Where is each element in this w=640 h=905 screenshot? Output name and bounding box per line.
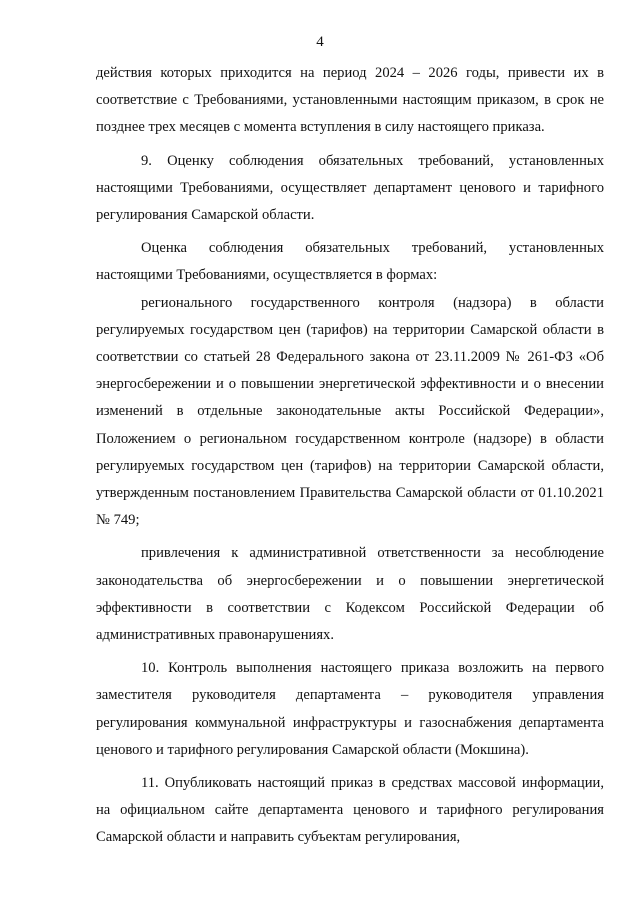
paragraph-item-9: 9. Оценку соблюдения обязательных требований, установленных настоящими Требованиями, осуществляет департамент ценового и тарифного регулирования Самарской области. [96, 152, 604, 224]
paragraph-regional-control: регионального государственного контроля (надзора) в области регулируемых государством цен (тарифов) на территории Самарской области в соответствии со статьей 28 Федерального закона от 23.11.2009 № 261-ФЗ «Об энергосбережении и о повышении энергетической эффективности и о внесении изменений в отдельные законодательные акты Российской Федерации», Положением о региональном государственном контроле (надзоре) в области регулируемых государством цен (тарифов) на территории Самарской области, утвержденным постановлением Правительства Самарской области от 01.10.2021 № 749; [96, 294, 604, 529]
paragraph-assessment-forms: Оценка соблюдения обязательных требований, установленных настоящими Требованиями, осуществляется в формах: [96, 240, 604, 284]
page-number: 4 [316, 34, 324, 50]
paragraph-item-10: 10. Контроль выполнения настоящего приказа возложить на первого заместителя руководителя департамента – руководителя управления регулирования коммунальной инфраструктуры и газоснабжения департамента ценового и тарифного регулирования Самарской области (Мокшина). [96, 660, 604, 758]
document-body [96, 60, 604, 852]
paragraph-continuation: действия которых приходится на период 2024 – 2026 годы, привести их в соответствие с Требованиями, установленными настоящим приказом, в срок не позднее трех месяцев с момента вступления в силу настоящего приказа. [96, 65, 604, 136]
paragraph-administrative-liability: привлечения к административной ответственности за несоблюдение законодательства об энергосбережении и о повышении энергетической эффективности в соответствии с Кодексом Российской Федерации об административных правонарушениях. [96, 545, 604, 644]
paragraph-item-11: 11. Опубликовать настоящий приказ в средствах массовой информации, на официальном сайте департамента ценового и тарифного регулирования Самарской области и направить субъектам регулирования, [96, 775, 604, 846]
